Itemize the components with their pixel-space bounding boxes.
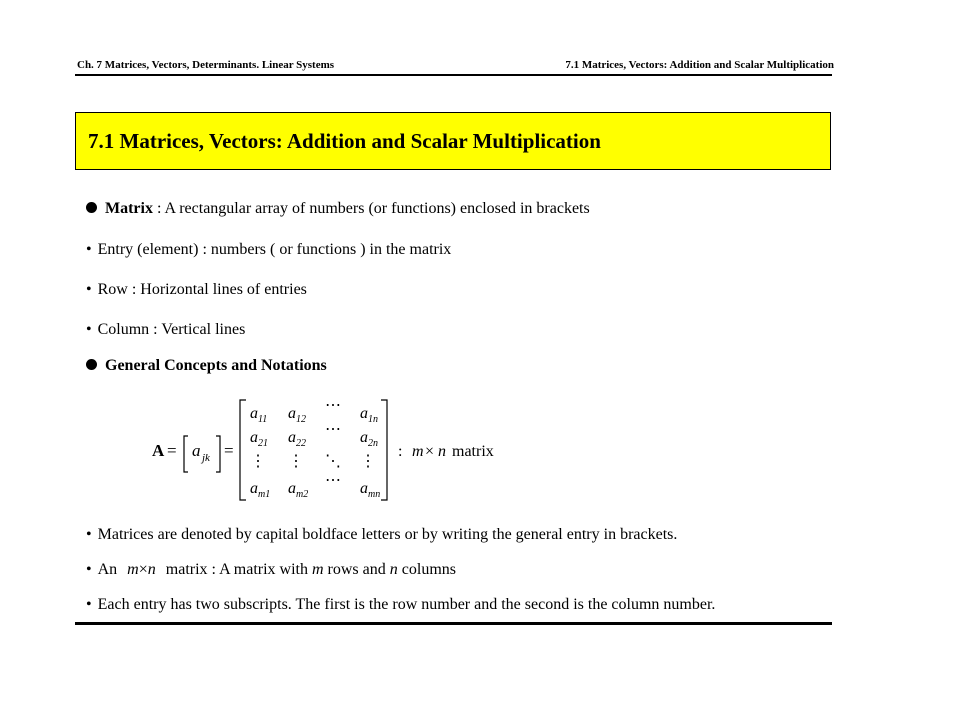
- mxn-m2: m: [311, 561, 324, 578]
- equals-sign-2: =: [224, 441, 234, 460]
- matrix-definition: [86, 200, 590, 218]
- bullet-icon: •: [86, 596, 92, 613]
- matrix-cell: $a_{11}$: [250, 405, 268, 425]
- bullet-dot-icon: [86, 202, 97, 213]
- matrix-cell: ⋯: [325, 397, 341, 414]
- rhs-n: n: [438, 443, 446, 460]
- bullet-dot-icon: [86, 359, 97, 370]
- matrix-cell: $a_{1n}$: [360, 405, 378, 425]
- subscripts-line: [86, 596, 715, 614]
- subscripts-text: Each entry has two subscripts. The first is the row number and the second is the column number.: [97, 596, 716, 613]
- rhs-m: m: [412, 443, 424, 460]
- notation-text: Matrices are denoted by capital boldface letters or by writing the general entry in brackets.: [97, 526, 678, 543]
- matrix-cell: $a_{m1}$: [250, 480, 271, 500]
- right-big-bracket: [381, 400, 387, 500]
- mxn-line: [86, 561, 456, 579]
- notation-line: [86, 526, 677, 544]
- rhs-times: ×: [425, 443, 435, 460]
- row-text: Row : Horizontal lines of entries: [97, 281, 307, 298]
- header-section: 7.1 Matrices, Vectors: Addition and Scalar Multiplication: [565, 59, 834, 71]
- mxn-n: n: [147, 561, 156, 578]
- bullet-icon: •: [86, 561, 92, 578]
- rhs-colon: :: [398, 443, 403, 460]
- matrix-term: Matrix: [105, 200, 153, 217]
- left-big-bracket: [240, 400, 246, 500]
- matrix-cell: $a_{m2}$: [288, 480, 309, 500]
- mxn-times: ×: [138, 561, 148, 578]
- mxn-an: An: [97, 561, 118, 578]
- concepts-heading: General Concepts and Notations: [105, 357, 327, 374]
- mxn-part1: matrix : A matrix with: [165, 561, 312, 578]
- right-small-bracket: [216, 436, 220, 472]
- left-small-bracket: [184, 436, 188, 472]
- column-text: Column : Vertical lines: [97, 321, 246, 338]
- matrix-cell: $a_{22}$: [288, 429, 306, 449]
- matrix-cell: ⋯: [325, 421, 341, 438]
- rhs-matrix-word: matrix: [452, 443, 494, 460]
- matrix-cell: ⋮: [288, 453, 304, 470]
- page-title: 7.1 Matrices, Vectors: Addition and Scalar Multiplication: [88, 129, 601, 153]
- title-box: [75, 112, 831, 170]
- matrix-cell: $a_{mn}$: [360, 480, 381, 500]
- matrix-cells: [250, 397, 380, 500]
- matrix-cell: $a_{12}$: [288, 405, 306, 425]
- column-line: [86, 321, 245, 339]
- concepts-heading-line: [86, 357, 327, 375]
- header-chapter: Ch. 7 Matrices, Vectors, Determinants. Linear Systems: [77, 59, 335, 71]
- general-entry-subscript: jk: [202, 452, 210, 464]
- row-line: [86, 281, 307, 299]
- matrix-equation: [140, 392, 520, 504]
- bullet-icon: •: [86, 281, 92, 298]
- matrix-symbol: A: [152, 441, 165, 460]
- bullet-icon: •: [86, 526, 92, 543]
- bullet-icon: •: [86, 321, 92, 338]
- general-entry: a: [192, 441, 201, 460]
- equals-sign: =: [167, 441, 177, 460]
- bullet-icon: •: [86, 241, 92, 258]
- matrix-cell: ⋮: [250, 453, 266, 470]
- matrix-cell: $a_{2n}$: [360, 429, 378, 449]
- bottom-rule: [75, 622, 832, 625]
- mxn-part2: rows and: [323, 561, 390, 578]
- matrix-definition-text: : A rectangular array of numbers (or functions) enclosed in brackets: [152, 200, 590, 217]
- entry-text: Entry (element) : numbers ( or functions ) in the matrix: [97, 241, 452, 258]
- matrix-cell: ⋮: [360, 453, 376, 470]
- mxn-part3: columns: [397, 561, 456, 578]
- matrix-cell: $a_{21}$: [250, 429, 268, 449]
- matrix-cell: ⋱: [325, 453, 341, 470]
- mxn-n2: n: [389, 561, 398, 578]
- mxn-m: m: [127, 561, 139, 578]
- header-rule: [75, 74, 832, 76]
- entry-line: [86, 241, 451, 259]
- matrix-cell: ⋯: [325, 472, 341, 489]
